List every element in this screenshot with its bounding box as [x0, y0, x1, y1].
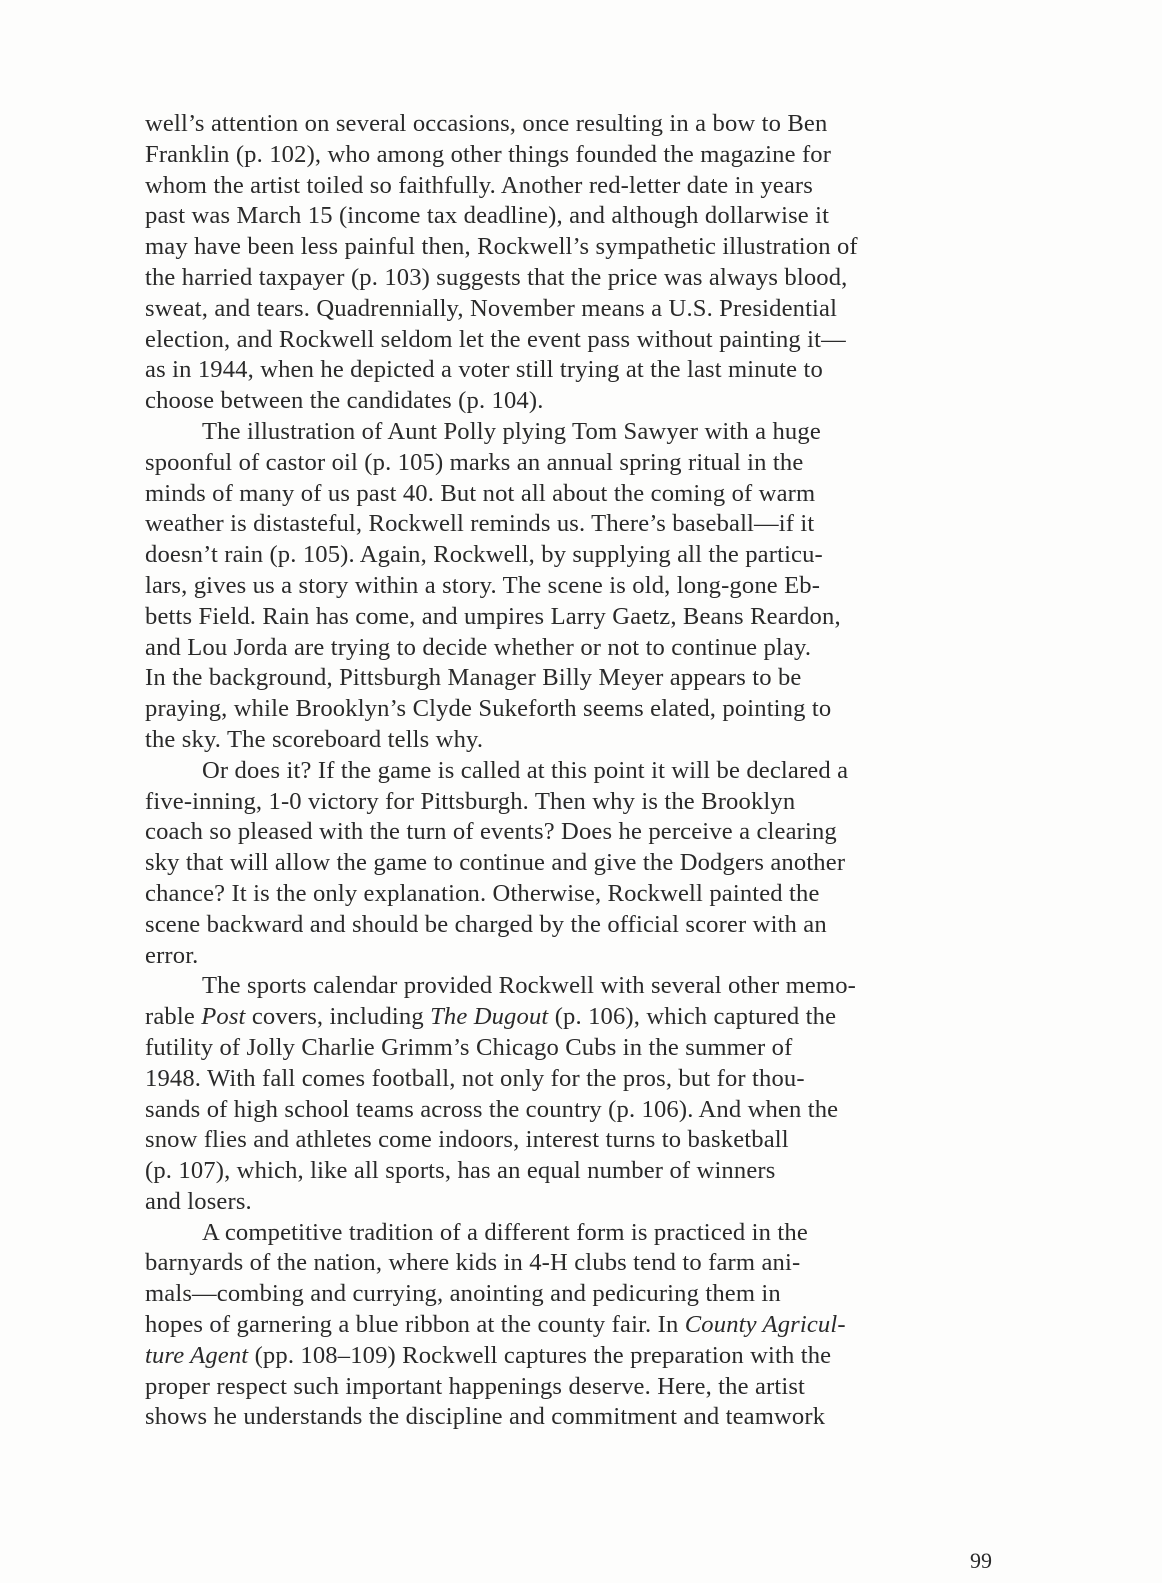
text-line [145, 1187, 1000, 1218]
text-line: sweat, and tears. Quadrennially, November means a U.S. Presidential [145, 294, 838, 322]
text-run: shows he understands the discipline and commitment and teamwork [145, 1403, 826, 1431]
text-line [145, 1218, 1000, 1249]
text-run: (p. 106), which captured the [548, 1003, 837, 1031]
text-line: chance? It is the only explanation. Otherwise, Rockwell painted the [145, 879, 820, 907]
text-line: choose between the candidates (p. 104). [145, 387, 544, 415]
text-line [145, 1033, 1000, 1064]
text-line: error. [145, 941, 199, 969]
paragraph [145, 756, 1000, 972]
paragraph [145, 109, 1000, 417]
text-line [145, 1372, 1000, 1403]
text-line: and Lou Jorda are trying to decide whether or not to continue play. [145, 633, 812, 661]
text-run: The sports calendar provided Rockwell with several other memo- [202, 972, 856, 1000]
text-line: sky that will allow the game to continue and give the Dodgers another [145, 849, 846, 877]
text-line: betts Field. Rain has come, and umpires Larry Gaetz, Beans Reardon, [145, 602, 841, 630]
text-run: snow flies and athletes come indoors, interest turns to basketball [145, 1126, 789, 1154]
text-line: as in 1944, when he depicted a voter still trying at the last minute to [145, 356, 823, 384]
text-line [145, 1156, 1000, 1187]
paragraph [145, 417, 1000, 756]
text-line: In the background, Pittsburgh Manager Billy Meyer appears to be [145, 664, 802, 692]
text-line [145, 1064, 1000, 1095]
text-line: lars, gives us a story within a story. The scene is old, long-gone Eb- [145, 571, 821, 599]
text-line: minds of many of us past 40. But not all about the coming of warm [145, 479, 816, 507]
text-line: doesn’t rain (p. 105). Again, Rockwell, by supplying all the particu- [145, 541, 823, 569]
text-line: may have been less painful then, Rockwell’s sympathetic illustration of [145, 233, 858, 261]
paragraph [145, 971, 1000, 1217]
text-line [145, 1402, 1000, 1433]
text-run: 1948. With fall comes football, not only for the pros, but for thou- [145, 1064, 805, 1092]
text-line: Or does it? If the game is called at this point it will be declared a [202, 756, 849, 784]
page-number: 99 [970, 1548, 992, 1573]
paragraph [145, 1218, 1000, 1434]
text-line: Franklin (p. 102), who among other things founded the magazine for [145, 140, 832, 168]
text-run: barnyards of the nation, where kids in 4-H clubs tend to farm ani- [145, 1249, 801, 1277]
text-line: the harried taxpayer (p. 103) suggests that the price was always blood, [145, 263, 848, 291]
text-line [145, 1002, 1000, 1033]
text-run: (p. 107), which, like all sports, has an equal number of winners [145, 1157, 776, 1185]
italic-title: County Agricul- [684, 1311, 846, 1339]
text-line [145, 1310, 1000, 1341]
text-line: the sky. The scoreboard tells why. [145, 725, 484, 753]
italic-title: ture Agent [145, 1341, 249, 1369]
text-line [145, 1248, 1000, 1279]
text-run: and losers. [145, 1187, 252, 1215]
text-line: whom the artist toiled so faithfully. Another red-letter date in years [145, 171, 813, 199]
text-line: scene backward and should be charged by the official scorer with an [145, 910, 827, 938]
text-line: The illustration of Aunt Polly plying Tom Sawyer with a huge [202, 417, 821, 445]
text-line [145, 1125, 1000, 1156]
text-line [145, 971, 1000, 1002]
text-line: coach so pleased with the turn of events? Does he perceive a clearing [145, 818, 837, 846]
text-line: election, and Rockwell seldom let the event pass without painting it— [145, 325, 846, 353]
text-run: sands of high school teams across the country (p. 106). And when the [145, 1095, 839, 1123]
text-line: praying, while Brooklyn’s Clyde Sukeforth seems elated, pointing to [145, 695, 832, 723]
text-line [145, 1341, 1000, 1372]
text-run: futility of Jolly Charlie Grimm’s Chicago Cubs in the summer of [145, 1033, 793, 1061]
text-run: (pp. 108–109) Rockwell captures the preparation with the [248, 1341, 832, 1369]
text-run: mals—combing and currying, anointing and pedicuring them in [145, 1280, 781, 1308]
text-line [145, 1095, 1000, 1126]
text-line: weather is distasteful, Rockwell reminds us. There’s baseball—if it [145, 510, 815, 538]
italic-title: The Dugout [430, 1003, 549, 1031]
italic-title: Post [201, 1003, 246, 1031]
body-text [145, 109, 1000, 1433]
text-run: rable [145, 1003, 202, 1031]
text-run: A competitive tradition of a different form is practiced in the [202, 1218, 808, 1246]
text-line: past was March 15 (income tax deadline), and although dollarwise it [145, 202, 830, 230]
text-line: spoonful of castor oil (p. 105) marks an annual spring ritual in the [145, 448, 804, 476]
text-line: well’s attention on several occasions, once resulting in a bow to Ben [145, 110, 828, 137]
text-run: hopes of garnering a blue ribbon at the county fair. In [145, 1311, 685, 1339]
text-line: five-inning, 1-0 victory for Pittsburgh. Then why is the Brooklyn [145, 787, 796, 815]
text-line [145, 1279, 1000, 1310]
text-run: covers, including [245, 1003, 431, 1031]
text-run: proper respect such important happenings deserve. Here, the artist [145, 1372, 806, 1400]
